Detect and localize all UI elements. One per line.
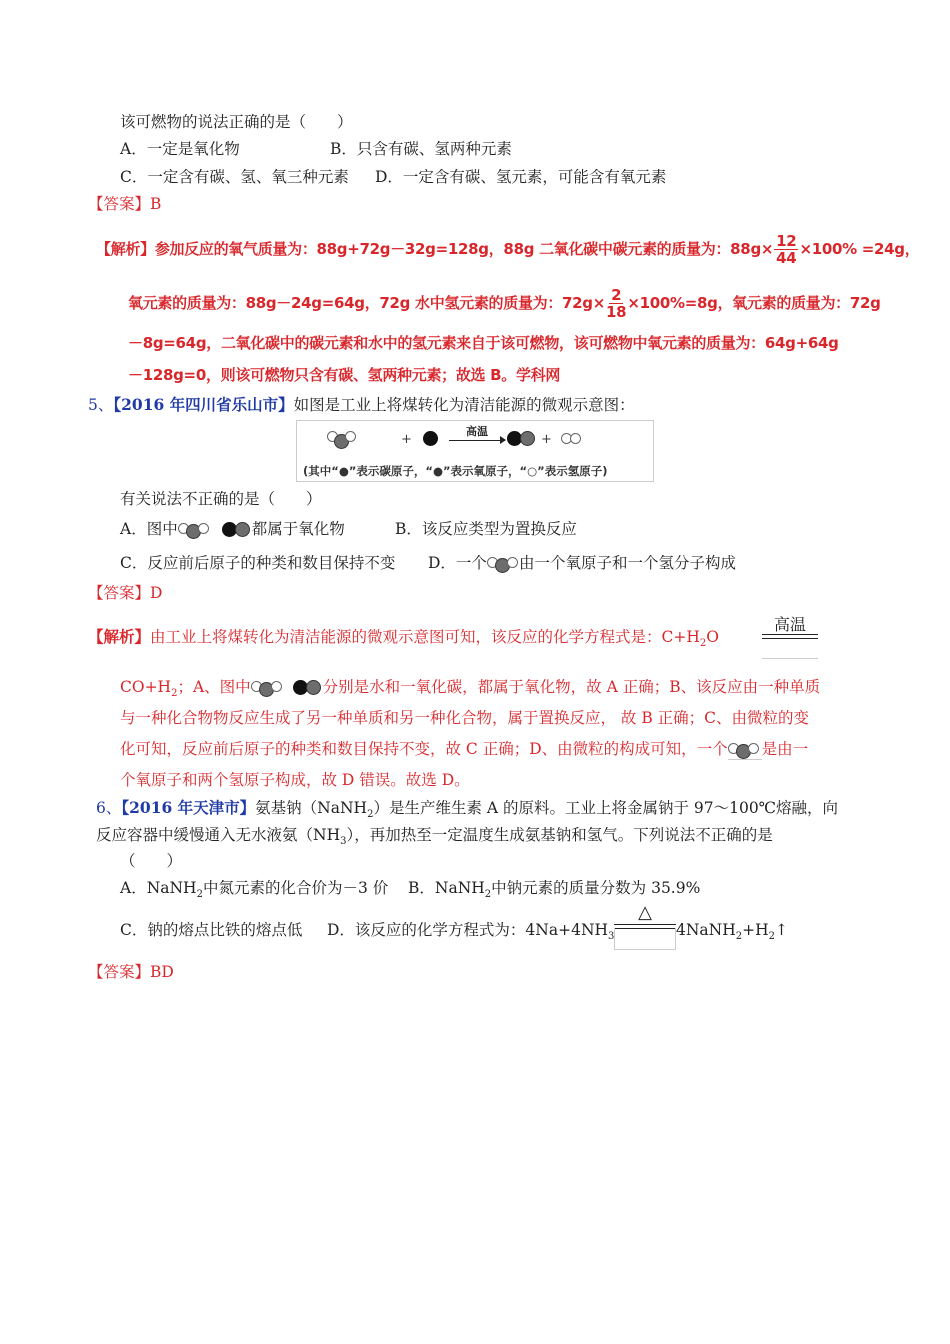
q4-stem-tail: 该可燃物的说法正确的是（ ）: [120, 113, 353, 131]
subscript: 2: [196, 889, 203, 901]
question-source: 【2016 年四川省乐山市】: [113, 395, 294, 414]
answer-label: 【答案】: [88, 195, 151, 213]
reaction-arrow-icon: [449, 440, 505, 441]
q6-option-c: C．钠的熔点比铁的熔点低: [120, 921, 303, 939]
subscript: 2: [735, 931, 743, 943]
q5-stem: [88, 393, 635, 417]
q6-answer: [88, 960, 174, 984]
subscript: 3: [608, 931, 615, 943]
q4-option-d: D．一定含有碳、氢元素，可能含有氧元素: [375, 168, 667, 186]
figure-condition: 高温: [466, 425, 488, 438]
divider: [614, 949, 676, 950]
q4-answer: [88, 192, 161, 216]
option-text: D．该反应的化学方程式为：4Na+4NH: [327, 921, 609, 939]
reaction-diagram: [296, 420, 654, 482]
divider: [614, 928, 615, 950]
q5-analysis-line-5: 个氧原子和两个氢原子构成，故 D 错误。故选 D。: [120, 771, 470, 789]
subscript: 2: [768, 931, 776, 943]
q4-option-a: A．一定是氧化物: [120, 140, 240, 158]
analysis-text: 参加反应的氧气质量为：88g+72g－32g=128g，88g 二氧化碳中碳元素的质量为：88g×: [154, 240, 774, 258]
subscript: 2: [171, 688, 178, 700]
analysis-label: 【解析】: [96, 240, 155, 258]
q6-stem-line-3: （ ）: [120, 852, 183, 870]
carbon-atom-icon: [423, 431, 439, 449]
question-number: 6、: [96, 799, 122, 817]
water-molecule-icon: [251, 679, 285, 697]
question-text: 氨基钠（NaNH: [255, 799, 368, 817]
water-molecule-icon: [178, 521, 212, 539]
answer-value: BD: [150, 963, 174, 981]
answer-value: D: [150, 584, 163, 602]
arrow-head-icon: [500, 436, 506, 444]
question-text: 如图是工业上将煤转化为清洁能源的微观示意图：: [293, 396, 635, 414]
analysis-text: 分别是水和一氧化碳，都属于氧化物，故 A 正确；B、该反应由一种单质: [322, 678, 821, 696]
question-source: 【2016 年天津市】: [121, 798, 256, 817]
q5-analysis-line-2: [120, 675, 820, 706]
equals-line: [762, 634, 818, 635]
option-text: ↑: [775, 921, 789, 939]
q5-option-b: B．该反应类型为置换反应: [395, 520, 577, 538]
analysis-label: 【解析】: [88, 627, 151, 646]
equals-line: [614, 924, 676, 925]
fraction-numerator: 2: [611, 286, 622, 304]
hydrogen-molecule-icon: [561, 433, 583, 451]
water-molecule-icon: [487, 555, 519, 573]
option-text: 4NaNH: [676, 921, 736, 939]
option-text: B．NaNH: [408, 879, 485, 897]
q5-answer: [88, 581, 162, 605]
option-text: A．NaNH: [120, 879, 197, 897]
condition-heat: [614, 902, 676, 950]
water-molecule-icon: [728, 741, 762, 760]
q5-option-d: [428, 551, 736, 575]
analysis-text: 由工业上将煤转化为清洁能源的微观示意图可知，该反应的化学方程式是：C+H: [150, 628, 700, 646]
question-text: 反应容器中缓慢通入无水液氨（NH: [96, 826, 341, 844]
q5-prompt: 有关说法不正确的是（ ）: [120, 490, 322, 508]
analysis-text: ×100%=8g，氧元素的质量为：72g: [627, 294, 881, 312]
fraction-2-18: [606, 287, 626, 320]
carbon-monoxide-molecule-icon: [222, 521, 252, 539]
option-text: A．图中: [120, 520, 178, 538]
water-molecule-icon: [327, 431, 355, 449]
analysis-text: CO+H: [120, 678, 172, 696]
analysis-text: 化可知，反应前后原子的种类和数目保持不变，故 C 正确；D、由微粒的构成可知，一个: [120, 740, 728, 758]
heat-triangle-icon: △: [638, 902, 652, 923]
question-text: ）是生产维生素 A 的原料。工业上将金属钠于 97～100℃熔融，向: [373, 799, 839, 817]
answer-label: 【答案】: [88, 963, 151, 981]
q5-analysis-line-3: 与一种化合物物反应生成了另一种单质和另一种化合物，属于置换反应， 故 B 正确；C、由微粒的变: [120, 709, 810, 727]
subscript: 2: [699, 638, 707, 650]
q4-analysis-line-1: [96, 233, 919, 266]
carbon-monoxide-molecule-icon: [507, 431, 537, 449]
fraction-denominator: 44: [776, 249, 797, 267]
carbon-monoxide-molecule-icon: [293, 679, 323, 697]
question-number: 5、: [88, 396, 114, 414]
fraction-denominator: 18: [606, 303, 627, 321]
q4-analysis-line-2: [128, 287, 881, 320]
analysis-text: 是由一: [761, 740, 809, 758]
q6-stem-line-2: [96, 823, 773, 854]
answer-value: B: [150, 195, 162, 213]
divider: [762, 658, 818, 659]
q4-option-b: B．只含有碳、氢两种元素: [330, 140, 512, 158]
equals-line: [762, 638, 818, 639]
equals-line: [614, 928, 676, 929]
option-text: 中钠元素的质量分数为 35.9%: [491, 879, 701, 897]
option-text: D．一个: [428, 554, 487, 572]
option-text: 由一个氧原子和一个氢分子构成: [518, 554, 736, 572]
analysis-text: ；A、图中: [177, 678, 251, 696]
subscript: 2: [484, 889, 492, 901]
analysis-text: ×100% =24g，: [799, 240, 920, 258]
q4-option-c: C．一定含有碳、氢、氧三种元素: [120, 168, 349, 186]
q5-analysis-line-4: [120, 737, 808, 761]
subscript: 3: [340, 836, 347, 848]
q4-analysis-line-4: －128g=0，则该可燃物只含有碳、氢两种元素；故选 B。学科网: [128, 366, 561, 384]
question-text: ），再加热至一定温度生成氨基钠和氢气。下列说法不正确的是: [346, 826, 773, 844]
fraction-12-44: [774, 233, 798, 266]
option-text: 中氮元素的化合价为－3 价: [202, 879, 389, 897]
q6-option-d-product: [676, 918, 788, 949]
q6-option-a: [120, 876, 388, 907]
condition-text: 高温: [773, 615, 806, 634]
q6-option-d: [327, 918, 614, 949]
fraction-numerator: 12: [776, 232, 797, 250]
q5-option-c: C．反应前后原子的种类和数目保持不变: [120, 554, 396, 572]
q4-analysis-line-3: －8g=64g，二氧化碳中的碳元素和水中的氢元素来自于该可燃物，该可燃物中氧元素的质量为：64g+64g: [128, 334, 839, 352]
subscript: 2: [367, 809, 374, 821]
condition-high-temp: [762, 612, 818, 660]
analysis-text: O: [706, 628, 719, 646]
option-text: 都属于氧化物: [251, 520, 345, 538]
answer-label: 【答案】: [88, 584, 151, 602]
plus-sign: +: [541, 432, 552, 447]
q5-analysis-line-1: [88, 625, 719, 656]
q5-option-a: [120, 517, 345, 541]
option-text: +H: [742, 921, 769, 939]
plus-sign: +: [401, 432, 412, 447]
figure-caption: (其中“●”表示碳原子，“●”表示氧原子，“○”表示氢原子): [303, 464, 608, 478]
analysis-text: 氧元素的质量为：88g－24g=64g，72g 水中氢元素的质量为：72g×: [128, 294, 606, 312]
